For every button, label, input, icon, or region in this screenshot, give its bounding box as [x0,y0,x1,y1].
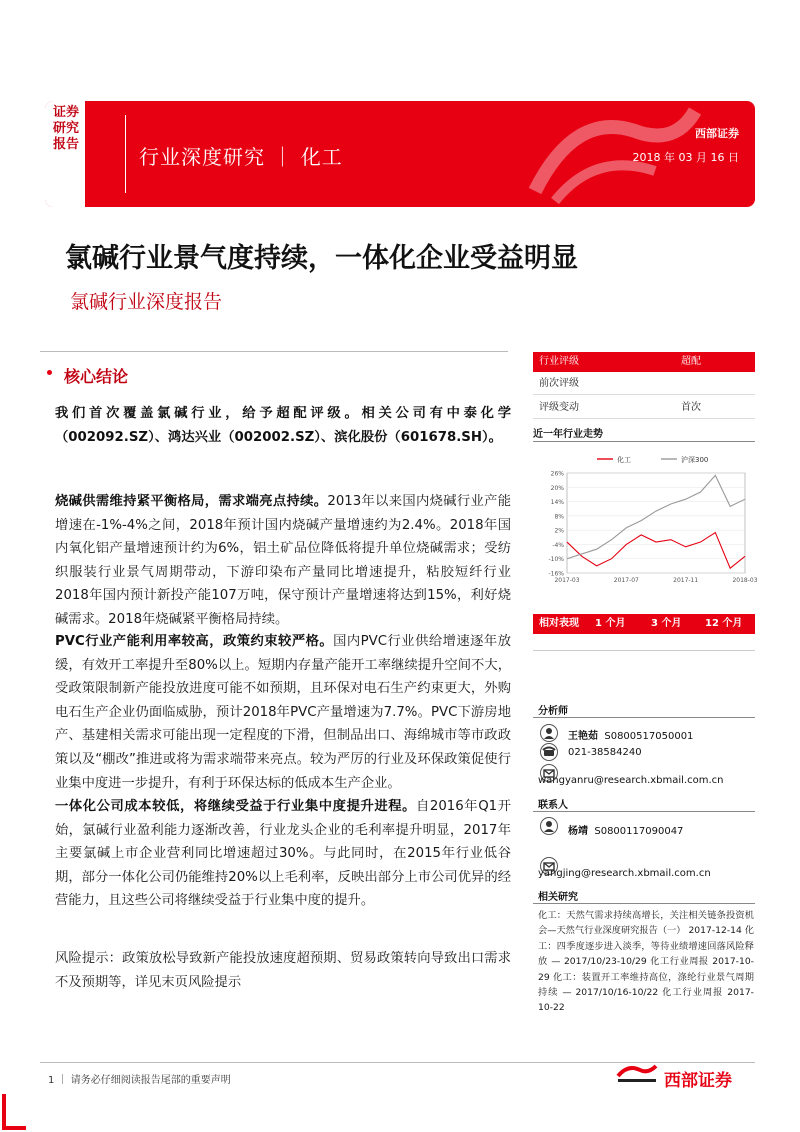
rating-row-previous [533,374,755,395]
rating-label: 前次评级 [539,378,579,389]
performance-3m: 3 个月 [651,618,682,629]
paragraph-caustic-soda [55,490,511,632]
disclaimer-text: 请务必仔细阅读报告尾部的重要声明 [70,1075,231,1086]
y-tick-label: -4% [552,541,564,549]
report-category: 行业深度研究 ｜ 化工 [139,145,343,169]
rating-row-change [533,398,755,419]
paragraph-pvc [55,630,511,795]
rating-value: 超配 [681,356,701,367]
person-icon [540,817,558,835]
rating-label: 行业评级 [539,356,579,367]
section-divider [40,351,508,352]
analyst-name [568,727,693,742]
banner-divider [125,115,126,193]
x-tick-label: 2017-03 [554,577,580,584]
chart-frame [567,473,745,573]
x-tick-label: 2018-03 [732,577,758,584]
report-date: 2018 年 03 月 16 日 [632,151,739,164]
paragraph-coverage [55,402,511,449]
rating-row-industry [533,352,755,372]
report-type-label: 证券研究报告 [53,105,80,152]
contact-email[interactable]: yangjing@research.xbmail.com.cn [538,868,711,879]
paragraph-lead: PVC行业产能利用率较高，政策约束较严格。 [55,634,334,649]
western-logo-icon [614,1062,660,1086]
analyst-divider [533,717,755,718]
paragraph-integration [55,795,511,913]
page-number: 1 [48,1075,55,1086]
x-tick-label: 2017-07 [613,577,639,584]
y-tick-label: 14% [550,499,564,507]
series-line-csi300 [567,475,745,558]
coverage-text: 我们首次覆盖氯碱行业，给予超配评级。相关公司有中泰化学（002092.SZ）、鸿达兴业（002002.SZ）、滨化股份（601678.SH）。 [55,406,511,445]
footer-disclaimer: 1 ｜ 请务必仔细阅读报告尾部的重要声明 [48,1075,231,1086]
industry-trend-chart [533,447,758,587]
paragraph-body: 自2016年Q1开始，氯碱行业盈利能力逐渐改善，行业龙头企业的毛利率提升明显，2017年主要氯碱上市企业营利同比增速超过30%。与此同时，在2015年行业低谷期，部分一体化公司仍能维持20%以上毛利率，反映出部分上市公司优异的经营能力，且这些公司将继续受益于行业集中度的提升。 [55,799,512,909]
related-research-list: 化工：天然气需求持续高增长，关注相关链条投资机会—天然气行业深度研究报告（一） 2017-12-14 化工：四季度逐步进入淡季，等待业绩增速回落风险释放 — 2017/10/23-10/29 化工行业周报 2017-10-29 化工：装置开工率维持高位，涤纶行业景气周期持续 — 2017/10/16-10/22 化工行业周报 2017-10-22 [538,910,754,1014]
y-tick-label: 2% [554,527,564,535]
related-research-heading: 相关研究 [538,892,578,903]
y-tick-label: -10% [548,556,564,564]
phone-icon [540,743,558,761]
page-title: 氯碱行业景气度持续，一体化企业受益明显 [65,243,578,274]
y-tick-label: 8% [554,513,564,521]
contact-heading: 联系人 [538,800,568,811]
performance-label: 相对表现 [539,618,579,629]
analyst-license-id: S0800517050001 [604,731,694,742]
paragraph-lead: 一体化公司成本较低，将继续受益于行业集中度提升进程。 [55,799,416,814]
footer-brand: 西部证券 [664,1071,732,1091]
analyst-phone: 021-38584240 [568,747,642,758]
risk-warning: 风险提示：政策放松导致新产能投放速度超预期、贸易政策转向导致出口需求不及预期等，详见末页风险提示 [55,951,511,990]
rating-label: 评级变动 [539,402,579,413]
trend-chart-title: 近一年行业走势 [533,429,603,440]
company-name: 西部证券 [695,127,739,140]
paragraph-lead: 烧碱供需维持紧平衡格局，需求端亮点持续。 [55,494,328,509]
contact-divider [533,811,755,812]
contact-license-id: S0800117090047 [594,826,684,837]
paragraph-body: 2013年以来国内烧碱行业产能增速在-1%-4%之间，2018年预计国内烧碱产量增速约为2.4%。2018年国内氧化铝产量增速预计约为6%，铝土矿品位降低将提升单位烧碱需求；受纺织服装行业景气周期带动，下游印染布产量同比增速提升，粘胶短纤行业2018年国内预计新投产能107万吨，保守预计产量增速将达到15%，利好烧碱需求。2018年烧碱紧平衡格局持续。 [55,494,511,627]
legend-label: 沪深300 [681,456,709,464]
page-subtitle: 氯碱行业深度报告 [70,291,223,313]
bullet-icon [47,370,52,375]
y-tick-label: 20% [550,484,564,492]
y-tick-label: 26% [550,470,564,478]
core-conclusion-heading: 核心结论 [64,367,129,386]
legend-label: 化工 [617,456,631,464]
analyst-email[interactable]: wangyanru@research.xbmail.com.cn [538,775,724,786]
performance-12m: 12 个月 [705,618,743,629]
person-icon [540,724,558,742]
analyst-heading: 分析师 [538,706,568,717]
rating-value: 首次 [681,402,701,413]
paragraph-body: 国内PVC行业供给增速逐年放缓，有效开工率提升至80%以上。短期内存量产能开工率继续提升空间不大，受政策限制新产能投放进度可能不如预期，且环保对电石生产约束更大，外购电石生产企业仍面临威胁，预计2018年PVC产量增速为7.7%。PVC下游房地产、基建相关需求可能出现一定程度的下滑，但制品出口、海绵城市等市政政策以及“棚改”推进或将为需求端带来亮点。较为严厉的行业及环保政策促使行业集中度进一步提升，有利于环保达标的低成本生产企业。 [55,634,511,791]
performance-row [533,634,755,651]
trend-divider [533,441,755,442]
header-banner [45,101,755,207]
performance-1m: 1 个月 [595,618,626,629]
x-tick-label: 2017-11 [673,577,699,584]
corner-mark [2,1126,26,1130]
corner-mark [2,1094,6,1130]
performance-header [533,614,755,634]
analyst-name-text: 王艳茹 [568,731,598,742]
contact-name-text: 杨靖 [568,826,588,837]
related-divider [533,903,755,904]
y-tick-label: -16% [548,570,564,578]
contact-name [568,822,683,837]
